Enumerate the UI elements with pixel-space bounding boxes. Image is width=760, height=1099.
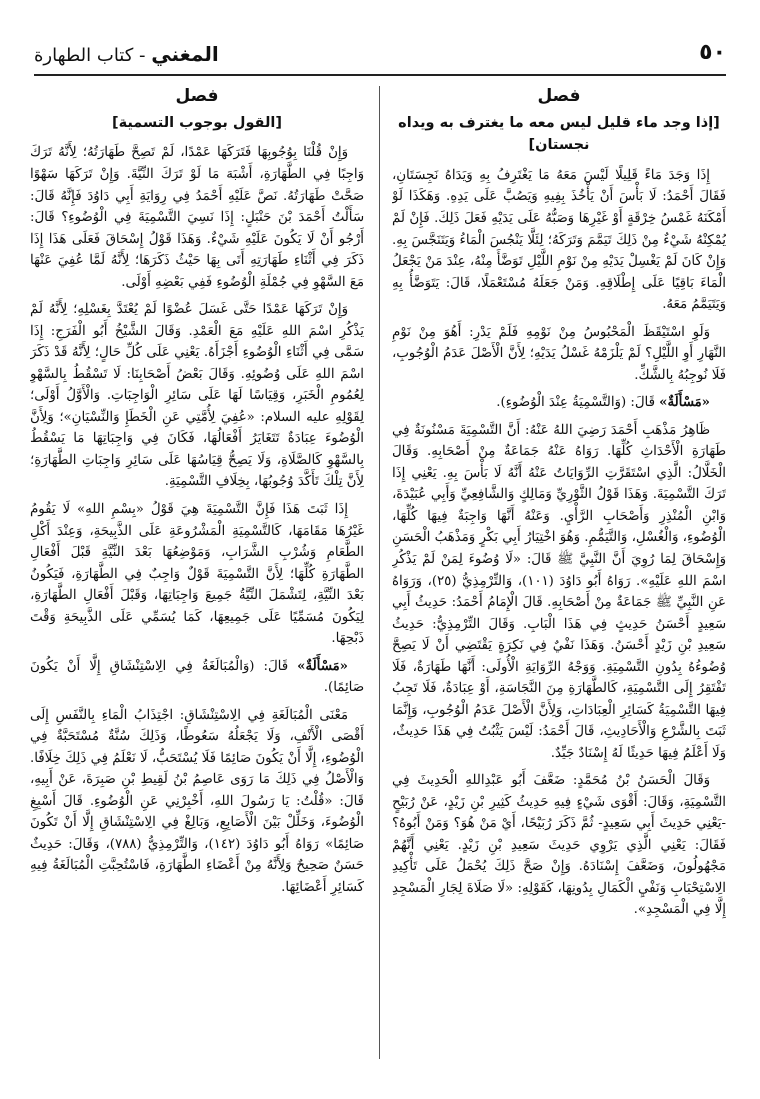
page-number: ٥٠ — [699, 40, 726, 65]
chapter-title: كتاب الطهارة — [34, 45, 134, 66]
right-column — [392, 86, 726, 1059]
column-divider — [379, 86, 380, 1059]
masala-label: «مَسْأَلَةٌ» — [297, 658, 348, 674]
masala-text: قَالَ: (وَالتَّسْمِيَةُ عِنْدَ الْوُضُوءِ). — [496, 395, 660, 411]
paragraph: وَقَالَ الْحَسَنُ بْنُ مُحَمَّدٍ: ضَعَّفَ أَبُو عَبْدِاللهِ الْحَدِيثَ فِي التَّسْمِيَةِ، وَقَالَ: أَقْوَى شَيْءٍ فِيهِ حَدِيثُ كَثِيرِ بْنِ زَيْدٍ، عَنْ رُبَيْحٍ -يَعْنِي حَدِيثَ أَبِي سَعِيدٍ- ثُمَّ ذَكَرَ رُبَيْحًا، أَيْ مَنْ هُوَ؟ وَمَنْ أَبُوهُ؟ فَقَالَ: يَعْنِي الَّذِي يَرْوِي حَدِيثَ سَعِيدِ بْنِ زَيْدٍ. يَعْنِي أَنَّهُمْ مَجْهُولُونَ، وَضَعَّفَ إِسْنَادَهُ. وَإِنْ صَحَّ ذَلِكَ يُحْمَلُ عَلَى تَأْكِيدِ الِاسْتِحْبَابِ وَنَفْيِ الْكَمَالِ بِدُونِهَا، كَقَوْلِهِ: «لَا صَلَاةَ لِجَارِ الْمَسْجِدِ إِلَّا فِي الْمَسْجِدِ». — [392, 773, 726, 918]
paragraph: ظَاهِرُ مَذْهَبِ أَحْمَدَ رَضِيَ اللهُ عَنْهُ: أَنَّ التَّسْمِيَةَ مَسْنُونَةٌ فِي طَهَارَةِ الْأَحْدَاثِ كُلِّهَا. رَوَاهُ عَنْهُ جَمَاعَةٌ مِنْ أَصْحَابِهِ. وَقَالَ الْخَلَّالُ: الَّذِي اسْتَقَرَّتِ الرِّوَايَاتُ عَنْهُ أَنَّهُ لَا بَأْسَ بِهِ. يَعْنِي إِذَا تَرَكَ التَّسْمِيَةَ. وَهَذَا قَوْلُ الثَّوْرِيِّ وَمَالِكٍ وَالشَّافِعِيِّ وَأَبِي عُبَيْدَةَ، وَابْنِ الْمُنْذِرِ وَأَصْحَابِ الرَّأْيِ. وَعَنْهُ أَنَّهَا وَاجِبَةٌ فِيهَا كُلِّهَا، الْوُضُوءِ، وَالْغُسْلِ، وَالتَّيَمُّمِ. وَهُوَ اخْتِيَارُ أَبِي بَكْرٍ وَمَذْهَبُ الْحَسَنِ وَإِسْحَاقَ لِمَا رُوِيَ أَنَّ النَّبِيَّ ﷺ قَالَ: «لَا وُضُوءَ لِمَنْ لَمْ يَذْكُرِ اسْمَ اللهِ عَلَيْهِ». رَوَاهُ أَبُو دَاوُدَ (١٠١)، وَالتِّرْمِذِيُّ (٢٥)، وَرَوَاهُ عَنِ النَّبِيِّ ﷺ جَمَاعَةٌ مِنْ أَصْحَابِهِ. قَالَ الْإِمَامُ أَحْمَدُ: حَدِيثُ أَبِي سَعِيدٍ أَحْسَنُ حَدِيثٍ فِي هَذَا الْبَابِ. وَقَالَ التِّرْمِذِيُّ: حَدِيثُ سَعِيدِ بْنِ زَيْدٍ أَحْسَنُ. وَهَذَا نَفْيٌ فِي نَكِرَةٍ يَقْتَضِي أَنْ لَا يَصِحَّ وُضُوءُهُ بِدُونِ التَّسْمِيَةِ. وَوَجْهُ الرِّوَايَةِ الْأُولَى: أَنَّهَا طَهَارَةٌ، فَلَا تَفْتَقِرُ إِلَى التَّسْمِيَةِ، كَالطَّهَارَةِ مِنَ النَّجَاسَةِ، أَوْ عِبَادَةٌ، فَلَا تَجِبُ فِيهَا التَّسْمِيَةُ كَسَائِرِ الْعِبَادَاتِ، وَلِأَنَّ الْأَصْلَ عَدَمُ الْوُجُوبِ، وَإِنَّمَا ثَبَتَ بِالشَّرْعِ وَالْأَحَادِيثِ، قَالَ أَحْمَدُ: لَيْسَ يَثْبُتُ فِي هَذَا حَدِيثٌ، وَلَا أَعْلَمُ فِيهَا حَدِيثًا لَهُ إِسْنَادٌ جَيِّدٌ. — [392, 422, 726, 761]
masala-paragraph — [30, 656, 364, 699]
paragraph: وَإِنْ قُلْنَا بِوُجُوبِهَا فَتَرَكَهَا عَمْدًا، لَمْ تَصِحَّ طَهَارَتُهُ؛ لِأَنَّهُ تَرَكَ وَاجِبًا فِي الطَّهَارَةِ، أَشْبَهَ مَا لَوْ تَرَكَ النِّيَّةَ. وَإِنْ تَرَكَهَا سَهْوًا صَحَّتْ طَهَارَتُهُ. نَصَّ عَلَيْهِ أَحْمَدُ فِي رِوَايَةِ أَبِي دَاوُدَ فَإِنَّهُ قَالَ: سَأَلْتُ أَحْمَدَ بْنَ حَنْبَلٍ: إِذَا نَسِيَ التَّسْمِيَةَ فِي الْوُضُوءِ؟ قَالَ: أَرْجُو أَنْ لَا يَكُونَ عَلَيْهِ شَيْءٌ. وَهَذَا قَوْلُ إِسْحَاقَ فَعَلَى هَذَا إِذَا ذَكَرَ فِي أَثْنَاءِ طَهَارَتِهِ أَتَى بِهَا حَيْثُ ذَكَرَهَا؛ لِأَنَّهُ لَمَّا عُفِيَ عَنْهَا مَعَ السَّهْوِ فِي جُمْلَةِ الْوُضُوءِ فَفِي بَعْضِهِ أَوْلَى. — [30, 145, 364, 290]
paragraph: وَإِنْ تَرَكَهَا عَمْدًا حَتَّى غَسَلَ عُضْوًا لَمْ يُعْتَدَّ بِغَسْلِهِ؛ لِأَنَّهُ لَمْ يَذْكُرِ اسْمَ اللهِ عَلَيْهِ مَعَ الْعَمْدِ. وَقَالَ الشَّيْخُ أَبُو الْفَرَجِ: إِذَا سَمَّى فِي أَثْنَاءِ الْوُضُوءِ أَجْزَأَهُ. يَعْنِي عَلَى كُلِّ حَالٍ؛ لِأَنَّهُ قَدْ ذَكَرَ اسْمَ اللهِ عَلَى وُضُوئِهِ. وَقَالَ بَعْضُ أَصْحَابِنَا: لَا تَسْقُطُ بِالسَّهْوِ لِعُمُومِ الْخَبَرِ، وَقِيَاسًا لَهَا عَلَى سَائِرِ الْوَاجِبَاتِ. وَالْأَوَّلُ أَوْلَى؛ لِقَوْلِهِ عليه السلام: «عُفِيَ لِأُمَّتِي عَنِ الْخَطَإِ وَالنِّسْيَانِ»؛ وَلِأَنَّ الْوُضُوءَ عِبَادَةٌ تَتَغَايَرُ أَفْعَالُهَا، فَكَانَ فِي وَاجِبَاتِهَا مَا يَسْقُطُ بِالسَّهْوِ كَالصَّلَاةِ، وَلَا يَصِحُّ قِيَاسُهَا عَلَى سَائِرِ وَاجِبَاتِ الطَّهَارَةِ؛ لِأَنَّ تِلْكَ تَأَكَّدَ وُجُوبُهَا، بِخِلَافِ التَّسْمِيَةِ. — [30, 302, 364, 490]
page-header — [34, 38, 726, 74]
section-label: فصل — [537, 86, 581, 106]
section-title: [إذا وجد ماء قليل ليس معه ما يغترف به ويداه نجستان] — [398, 115, 720, 154]
section-label: فصل — [175, 86, 219, 106]
left-column — [30, 86, 364, 1059]
book-title: المغني — [151, 42, 219, 66]
paragraph: وَلَوِ اسْتَيْقَظَ الْمَحْبُوسُ مِنْ نَوْمِهِ فَلَمْ يَدْرِ: أَهُوَ مِنْ نَوْمِ النَّهَارِ أَوِ اللَّيْلِ؟ لَمْ يَلْزَمْهُ غَسْلُ يَدَيْهِ؛ لِأَنَّ الْأَصْلَ عَدَمُ الْوُجُوبِ، فَلَا نُوجِبُهُ بِالشَّكِّ. — [392, 324, 726, 383]
header-rule — [34, 74, 726, 76]
paragraph: إِذَا وَجَدَ مَاءً قَلِيلًا لَيْسَ مَعَهُ مَا يَغْتَرِفُ بِهِ وَيَدَاهُ نَجِسَتَانِ، فَقَالَ أَحْمَدُ: لَا بَأْسَ أَنْ يَأْخُذَ بِفِيهِ وَيَصُبَّ عَلَى يَدِهِ. وَهَكَذَا لَوْ أَمْكَنَهُ غَمْسُ خِرْقَةٍ أَوْ غَيْرِهَا وَصَبُّهُ عَلَى يَدَيْهِ فَعَلَ ذَلِكَ. فَإِنْ لَمْ يُمْكِنْهُ شَيْءٌ مِنْ ذَلِكَ تَيَمَّمَ وَتَرَكَهُ؛ لِئَلَّا يَنْجُسَ الْمَاءُ وَيَتَنَجَّسَ بِهِ. وَإِنْ كَانَ لَمْ يَغْسِلْ يَدَيْهِ مِنْ نَوْمِ اللَّيْلِ تَوَضَّأَ مِنْهُ، عِنْدَ مَنْ يَجْعَلُ الْمَاءَ بَاقِيًا عَلَى إِطْلَاقِهِ. وَمَنْ جَعَلَهُ مُسْتَعْمَلًا، قَالَ: يَتَوَضَّأُ بِهِ وَيَتَيَمَّمُ مَعَهُ. — [392, 167, 726, 313]
title-separator: - — [133, 45, 152, 66]
masala-text: قَالَ: (وَالْمُبَالَغَةُ فِي الِاسْتِنْشَاقِ إِلَّا أَنْ يَكُونَ صَائِمًا). — [30, 658, 364, 696]
masala-label: «مَسْأَلَةٌ» — [659, 395, 710, 411]
masala-paragraph — [392, 392, 726, 414]
paragraph: مَعْنَى الْمُبَالَغَةِ فِي الِاسْتِنْشَاقِ: اجْتِذَابُ الْمَاءِ بِالنَّفَسِ إِلَى أَقْصَى الْأَنْفِ، وَلَا يَجْعَلُهُ سَعُوطًا، وَذَلِكَ سُنَّةٌ مُسْتَحَبَّةٌ فِي الْوُضُوءِ، إِلَّا أَنْ يَكُونَ صَائِمًا فَلَا يُسْتَحَبُّ، لَا نَعْلَمُ فِي ذَلِكَ خِلَافًا. وَالْأَصْلُ فِي ذَلِكَ مَا رَوَى عَاصِمُ بْنُ لَقِيطِ بْنِ صَبِرَةَ، عَنْ أَبِيهِ، قَالَ: «قُلْتُ: يَا رَسُولَ اللهِ، أَخْبِرْنِي عَنِ الْوُضُوءِ. قَالَ أَسْبِغِ الْوُضُوءَ، وَخَلِّلْ بَيْنَ الْأَصَابِعِ، وَبَالِغْ فِي الِاسْتِنْشَاقِ إِلَّا أَنْ تَكُونَ صَائِمًا» رَوَاهُ أَبُو دَاوُدَ (١٤٢)، وَالتِّرْمِذِيُّ (٧٨٨)، وَقَالَ: حَدِيثٌ حَسَنٌ صَحِيحٌ وَلِأَنَّهُ مِنْ أَعْضَاءِ الطَّهَارَةِ، فَاسْتُحِبَّتِ الْمُبَالَغَةُ فِيهِ كَسَائِرِ أَعْضَائِهَا. — [30, 707, 364, 895]
running-title — [34, 42, 219, 66]
paragraph: إِذَا ثَبَتَ هَذَا فَإِنَّ التَّسْمِيَةَ هِيَ قَوْلُ «بِسْمِ اللهِ» لَا يَقُومُ غَيْرُهَا مَقَامَهَا، كَالتَّسْمِيَةِ الْمَشْرُوعَةِ عَلَى الذَّبِيحَةِ، وَعِنْدَ أَكْلِ الطَّعَامِ وَشُرْبِ الشَّرَابِ، وَمَوْضِعُهَا بَعْدَ النِّيَّةِ قَبْلَ أَفْعَالِ الطَّهَارَةِ كُلِّهَا؛ لِأَنَّ التَّسْمِيَةَ قَوْلٌ وَاجِبٌ فِي الطَّهَارَةِ، فَيَكُونُ بَعْدَ النِّيَّةِ، لِتَشْمَلَ النِّيَّةُ جَمِيعَ وَاجِبَاتِهَا، وَقَبْلَ أَفْعَالِ الطَّهَارَةِ، لِيَكُونَ مُسَمِّيًا عَلَى جَمِيعِهَا، كَمَا يُسَمِّي عَلَى الذَّبِيحَةِ وَقْتَ ذَبْحِهَا. — [30, 501, 364, 647]
section-title: [القول بوجوب التسمية] — [111, 115, 283, 131]
